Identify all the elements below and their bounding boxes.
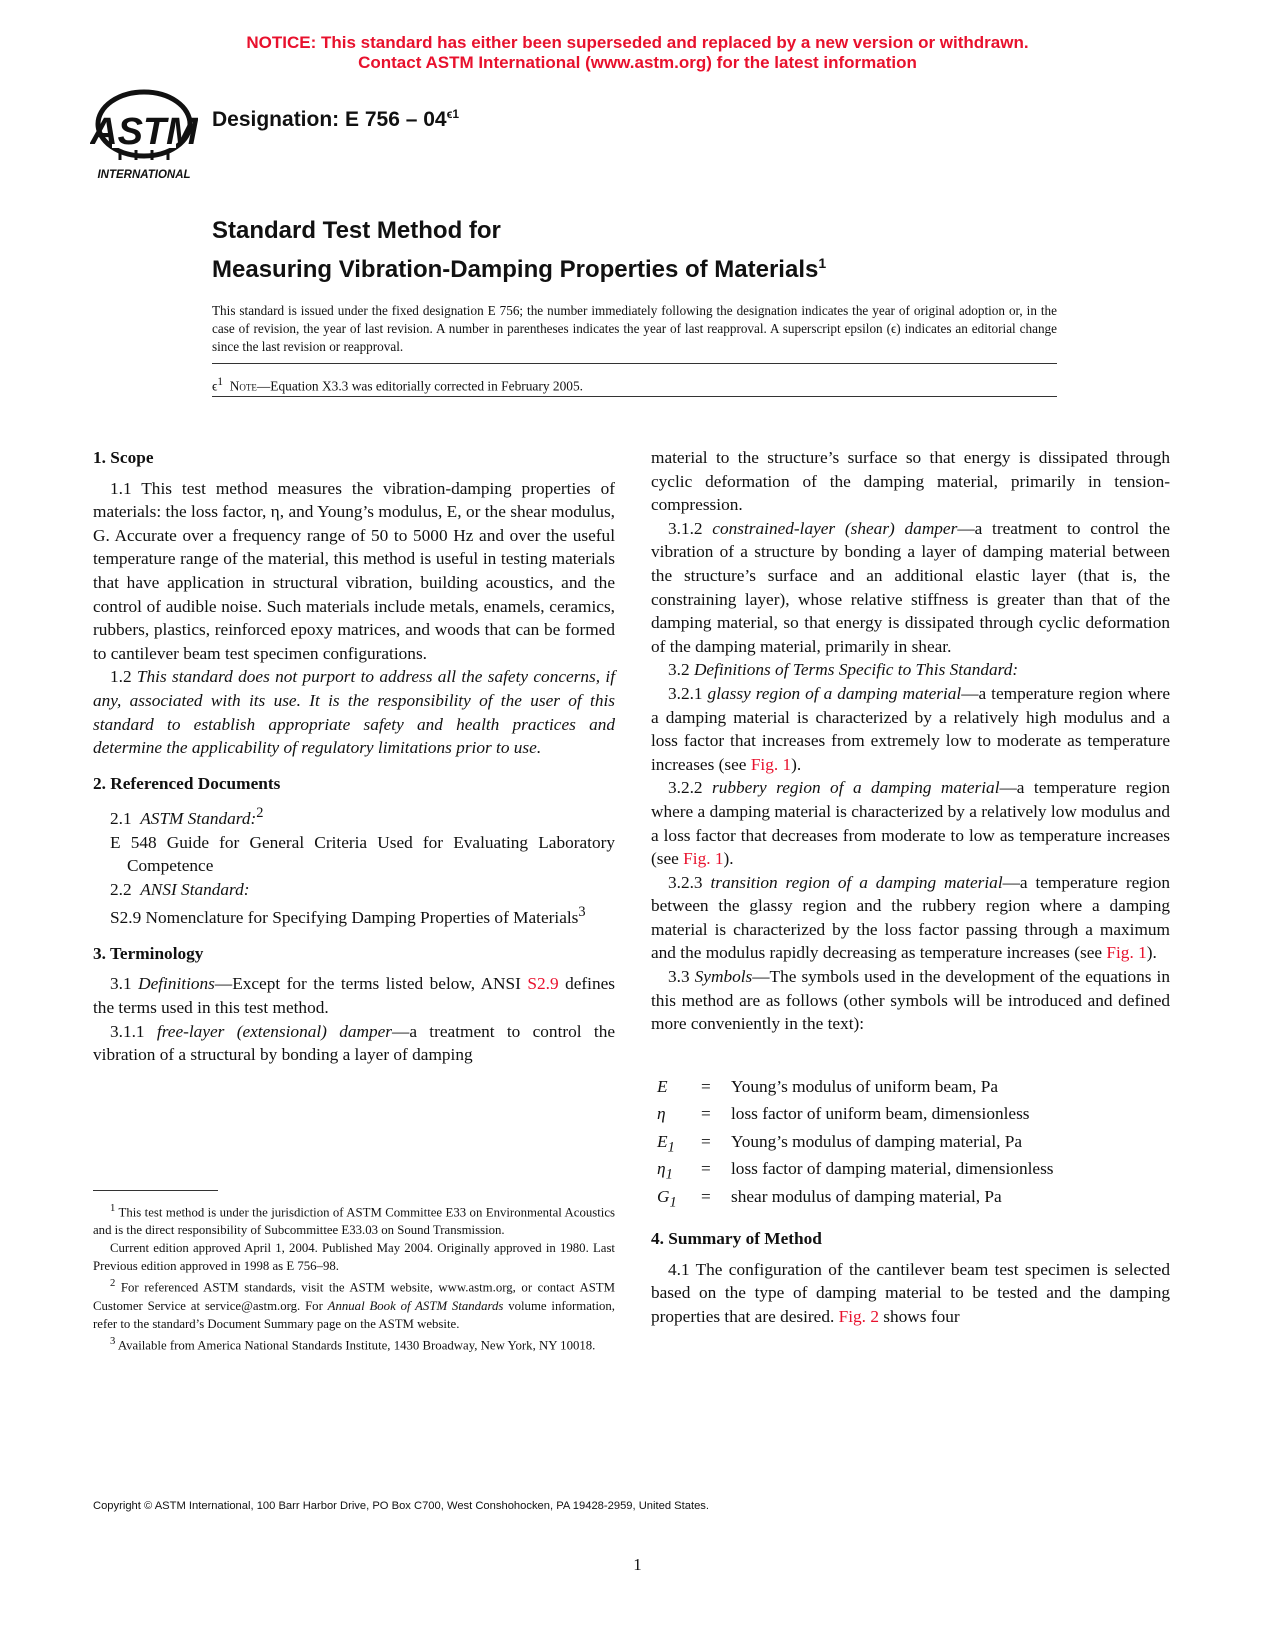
copyright: Copyright © ASTM International, 100 Barr Harbor Drive, PO Box C700, West Conshohocken, PA 19428-2959, United States. xyxy=(93,1500,709,1512)
title-line-2: Measuring Vibration-Damping Properties of Materials$^1$ xyxy=(212,255,827,283)
footnote-2: $^2$ For referenced ASTM standards, visit the ASTM website, www.astm.org, or contact ASTM Customer Service at service@astm.org. For Annual Book of ASTM Standards volume information, refer to the standard’s Document Summary page on the ASTM website. xyxy=(93,1278,616,1331)
symbol-definition: shear modulus of damping material, Pa xyxy=(731,1186,1002,1206)
footnotes xyxy=(93,1200,615,1354)
paragraph-1-1: 1.1 This test method measures the vibration-damping properties of materials: the loss factor, η, and Young’s modulus, E, or the shear modulus, G. Accurate over a frequency range of 50 to 5000 Hz and over the useful temperature range of the material, this method is useful in testing materials that have application in structural vibration, building acoustics, and the control of audible noise. Such materials include metals, enamels, ceramics, rubbers, plastics, reinforced epoxy matrices, and woods that can be formed to cantilever beam test specimen configurations. xyxy=(93,478,615,663)
symbol-definition: Young’s modulus of damping material, Pa xyxy=(731,1131,1023,1151)
paragraph-3-2-1: 3.2.1 glassy region of a damping material—a temperature region where a damping material is characterized by a relatively high modulus and a loss factor that increases from extremely low to moderate as temperature increases (see Fig. 1). xyxy=(651,683,1170,774)
paragraph-4-1: 4.1 The configuration of the cantilever beam test specimen is selected based on the type of damping material to be tested and the damping properties that are desired. Fig. 2 shows four xyxy=(651,1259,1170,1326)
designation: Designation: E $756 - 04^{\epsilon 1}$ xyxy=(212,107,460,131)
divider xyxy=(212,363,1057,364)
symbol: $E_1$ xyxy=(657,1131,675,1156)
paragraph-3-2-3: 3.2.3 transition region of a damping material—a temperature region between the glassy region and the rubbery region where a damping material is characterized by the loss factor passing through a maximum and the modulus rapidly decreasing as temperature increases (see Fig. 1). xyxy=(651,872,1170,963)
astm-logo xyxy=(90,86,198,182)
paragraph-1-2: 1.2 This standard does not purport to address all the safety concerns, if any, associated with its use. It is the responsibility of the user of this standard to establish appropriate safety and health practices and determine the applicability of regulatory limitations prior to use. xyxy=(93,667,615,758)
link-fig-1[interactable]: Fig. 1 xyxy=(1106,943,1147,963)
title-line-1: Standard Test Method for xyxy=(212,217,501,244)
logo-text: INTERNATIONAL xyxy=(97,169,191,181)
logo-mark: ASTM xyxy=(90,111,198,153)
paragraph-2-2: 2.2 ANSI Standard: xyxy=(110,879,250,899)
link-fig-2[interactable]: Fig. 2 xyxy=(838,1306,879,1326)
paragraph-3-1: 3.1 Definitions—Except for the terms listed below, ANSI S2.9 defines the terms used in this test method. xyxy=(93,974,615,1017)
paragraph-3-2: 3.2 Definitions of Terms Specific to This Standard: xyxy=(668,660,1019,680)
footnote-divider xyxy=(93,1190,218,1191)
paragraph-3-2-2: 3.2.2 rubbery region of a damping material—a temperature region where a damping material is characterized by a relatively low modulus and a loss factor that decreases from moderate to low as temperature increases (see Fig. 1). xyxy=(651,778,1170,869)
withdrawn-notice xyxy=(0,33,1275,73)
symbol-definition: loss factor of uniform beam, dimensionless xyxy=(731,1104,1030,1124)
page-number: 1 xyxy=(633,1555,642,1574)
footnote-3: $^3$ Available from America National Standards Institute, 1430 Broadway, New York, NY 10018. xyxy=(110,1335,596,1352)
paragraph-3-1-1: 3.1.1 free-layer (extensional) damper—a treatment to control the vibration of a structural by bonding a layer of damping xyxy=(93,1021,616,1065)
symbol-definition: Young’s modulus of uniform beam, Pa xyxy=(731,1076,999,1096)
symbols-list: E = Young’s modulus of uniform beam, Pa η = loss factor of uniform beam, dimensionless $E_1$ = Young’s modulus of damping material, Pa $\eta_1$ = loss factor of damping material, dimensionless $G_1$ = shear modulus of damping material, Pa xyxy=(651,1076,1170,1213)
section-heading: 4. Summary of Method xyxy=(651,1229,822,1249)
symbol: $\eta_1$ xyxy=(657,1159,673,1183)
symbol-definition: loss factor of damping material, dimensionless xyxy=(731,1159,1054,1179)
notice-line-2: Contact ASTM International (www.astm.org) for the latest information xyxy=(358,53,917,72)
section-heading: 2. Referenced Documents xyxy=(93,773,281,793)
paragraph-continued: material to the structure’s surface so that energy is dissipated through cyclic deformation of the damping material, primarily in tension-compression. xyxy=(651,448,1170,515)
link-s29[interactable]: S2.9 xyxy=(527,974,559,994)
document-title xyxy=(212,215,826,286)
notice-line-1: NOTICE: This standard has either been superseded and replaced by a new version or withdrawn. xyxy=(246,33,1029,52)
symbol: $G_1$ xyxy=(657,1186,677,1211)
issued-statement: This standard is issued under the fixed designation E 756; the number immediately following the designation indicates the year of original adoption or, in the case of revision, the year of last revision. A number in parentheses indicates the year of last reapproval. A superscript epsilon (ϵ) indicates an editorial change since the last revision or reapproval. xyxy=(212,303,1057,354)
paragraph-2-1: 2.1 ASTM Standard:$^2$ xyxy=(110,805,264,829)
symbol: η xyxy=(657,1104,666,1124)
left-column xyxy=(93,446,615,1067)
section-heading: 1. Scope xyxy=(93,448,154,467)
link-fig-1[interactable]: Fig. 1 xyxy=(750,754,792,774)
divider xyxy=(212,396,1057,397)
right-column xyxy=(651,446,1170,1328)
section-heading: 3. Terminology xyxy=(93,943,204,963)
footnote-1b: Current edition approved April 1, 2004. Published May 2004. Originally approved in 1980. Last Previous edition approved in 1998 as E 756–98. xyxy=(93,1241,615,1274)
paragraph-3-1-2: 3.1.2 constrained-layer (shear) damper—a treatment to control the vibration of a structure by bonding a layer of damping material between the structure’s surface and an additional elastic layer (that is, the constraining layer), whose relative stiffness is greater than that of the damping material, so that energy is dissipated through cyclic deformation of the damping material, primarily in shear. xyxy=(651,518,1170,656)
paragraph-3-3: 3.3 Symbols—The symbols used in the development of the equations in this method are as follows (other symbols will be introduced and defined more conveniently in the text): xyxy=(651,967,1170,1034)
link-fig-1[interactable]: Fig. 1 xyxy=(683,849,724,869)
epsilon-note: $\epsilon^1$ Note—Equation X3.3 was editorially corrected in February 2005. xyxy=(212,376,583,394)
symbol: E xyxy=(657,1076,668,1096)
footnote-1: $^1$ This test method is under the jurisdiction of ASTM Committee E33 on Environmental Acoustics and is the direct responsibility of Subcommittee E33.03 on Sound Transmission. xyxy=(93,1203,615,1238)
reference-e548: E 548 Guide for General Criteria Used for Evaluating Laboratory Competence xyxy=(110,832,615,876)
reference-s29: S2.9 Nomenclature for Specifying Damping Properties of Materials$^3$ xyxy=(110,904,586,928)
